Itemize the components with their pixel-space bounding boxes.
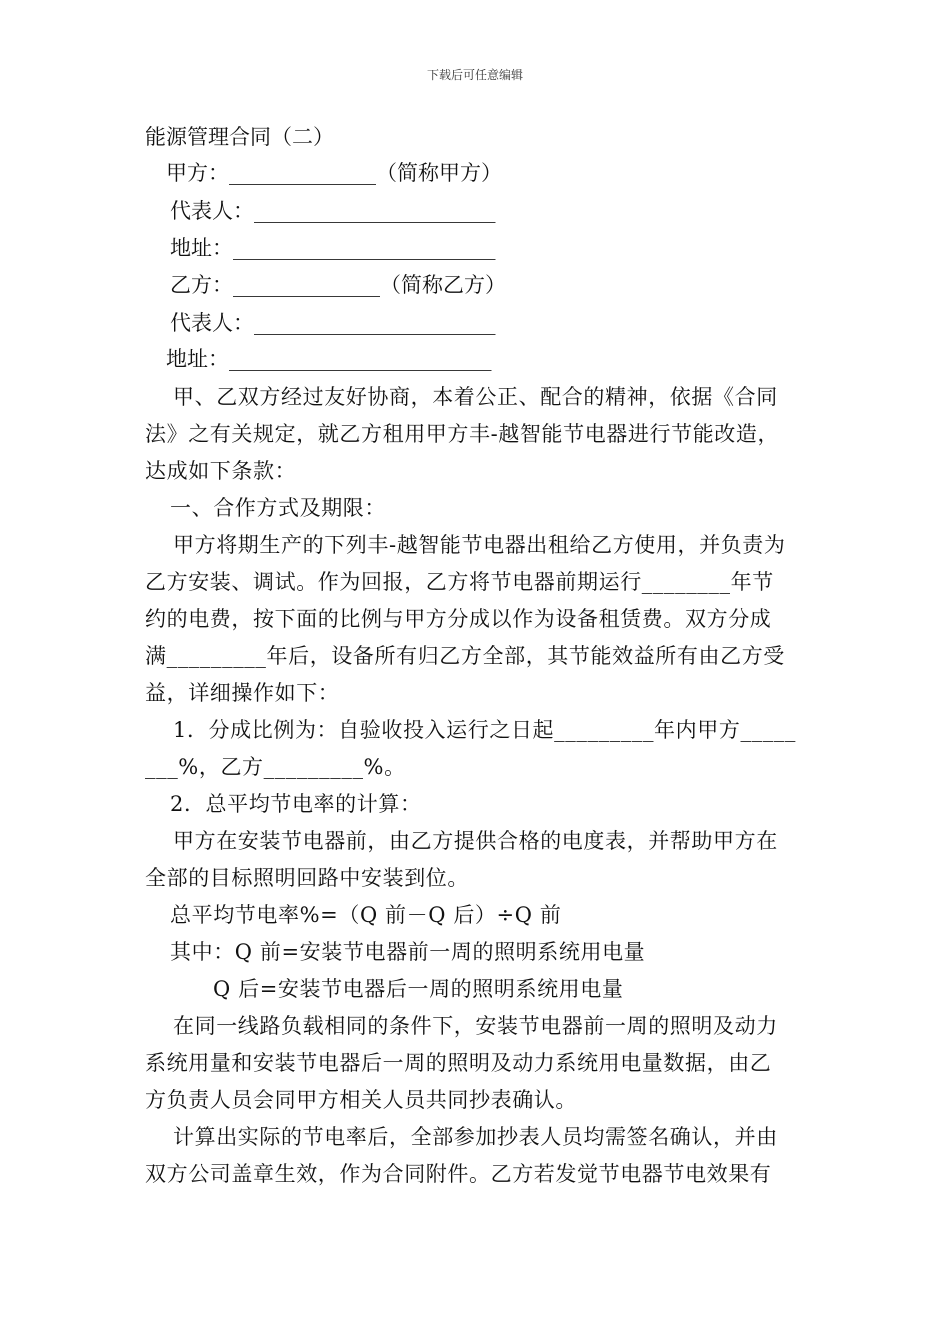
body-line: 满_________年后，设备所有归乙方全部，其节能效益所有由乙方受 (145, 644, 785, 668)
section-heading: 2．总平均节电率的计算： (170, 792, 422, 816)
section-heading: 一、合作方式及期限： (170, 496, 386, 520)
party-b-representative-line: 代表人：_______________________ (170, 311, 496, 335)
body-line: 双方公司盖章生效，作为合同附件。乙方若发觉节电器节电效果有 (145, 1162, 772, 1186)
body-line: 甲方在安装节电器前，由乙方提供合格的电度表，并帮助甲方在 (173, 829, 778, 853)
body-line: 乙方安装、调试。作为回报，乙方将节电器前期运行________年节 (145, 570, 774, 594)
formula-line: 总平均节电率%=（Q 前－Q 后）÷Q 前 (170, 903, 562, 927)
body-line: 全部的目标照明回路中安装到位。 (145, 866, 469, 890)
party-a-representative-line: 代表人：_______________________ (170, 199, 496, 223)
formula-line: Q 后=安装节电器后一周的照明系统用电量 (213, 977, 624, 1001)
body-line: 法》之有关规定，就乙方租用甲方丰-越智能节电器进行节能改造， (145, 422, 780, 446)
body-line: ___%，乙方_________%。 (145, 755, 406, 779)
formula-line: 其中：Q 前=安装节电器前一周的照明系统用电量 (170, 940, 646, 964)
body-line: 甲方将期生产的下列丰-越智能节电器出租给乙方使用，并负责为 (173, 533, 786, 557)
body-line: 计算出实际的节电率后，全部参加抄表人员均需签名确认，并由 (173, 1125, 778, 1149)
body-line: 约的电费，按下面的比例与甲方分成以作为设备租赁费。双方分成 (145, 607, 772, 631)
body-line: 方负责人员会同甲方相关人员共同抄表确认。 (145, 1088, 577, 1112)
party-a-address-line: 地址：_________________________ (170, 236, 496, 260)
document-title: 能源管理合同（二） (145, 125, 334, 149)
party-a-line: 甲方：______________（简称甲方） (166, 161, 502, 185)
body-line: 甲、乙双方经过友好协商，本着公正、配合的精神，依据《合同 (173, 385, 778, 409)
body-line: 达成如下条款： (145, 459, 297, 483)
header-note: 下载后可任意编辑 (426, 68, 523, 82)
body-line: 在同一线路负载相同的条件下，安装节电器前一周的照明及动力 (173, 1014, 778, 1038)
body-line: 系统用量和安装节电器后一周的照明及动力系统用电量数据，由乙 (145, 1051, 772, 1075)
body-line: 益，详细操作如下： (145, 681, 340, 705)
body-line: 1．分成比例为：自验收投入运行之日起_________年内甲方_____ (173, 718, 796, 742)
party-b-line: 乙方：______________（简称乙方） (170, 273, 506, 297)
party-b-address-line: 地址：_________________________ (166, 347, 492, 371)
